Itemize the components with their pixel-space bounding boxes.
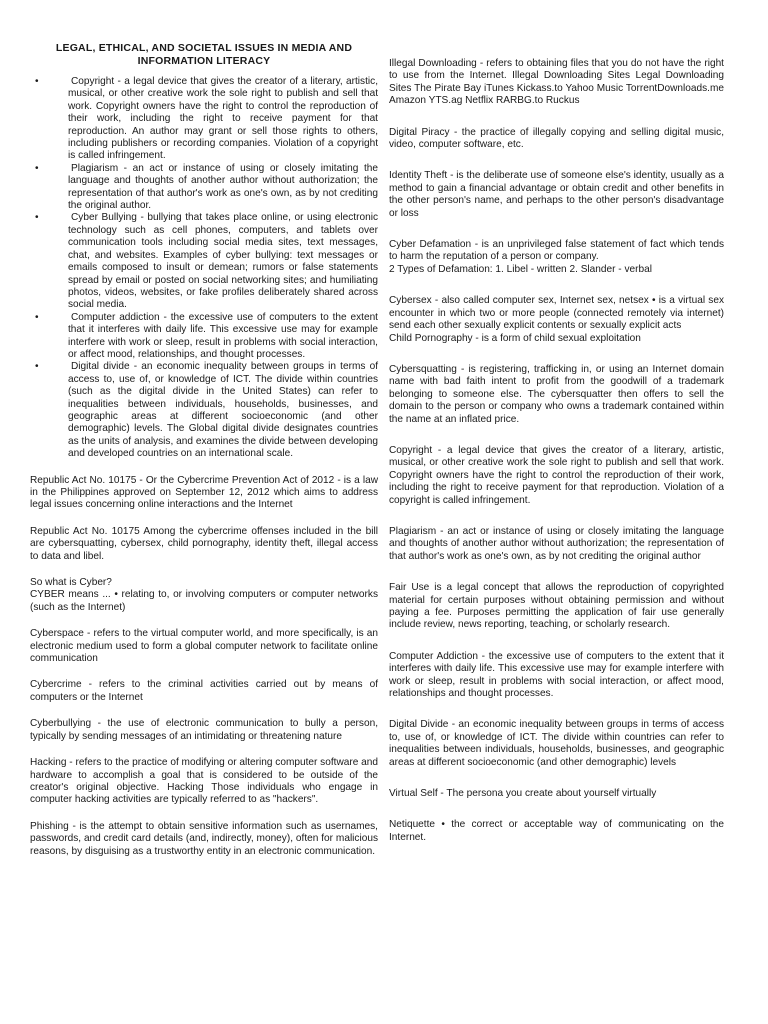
bullet-text: Computer addiction - the excessive use of computers to the extent that it interferes with daily life. This excessive use may for example interfere with work or sleep, result in problems with social interaction, or affect mood, relationships, and thought processes. bbox=[68, 311, 378, 360]
paragraph-cyberspace: Cyberspace - refers to the virtual computer world, and more specifically, is an electronic medium used to form a global computer network to facilitate online communication bbox=[30, 628, 378, 665]
paragraph-cybercrime: Cybercrime - refers to the criminal activities carried out by means of computers or the Internet bbox=[30, 679, 378, 703]
left-column bbox=[30, 42, 378, 858]
paragraph-cybersex: Cybersex - also called computer sex, Internet sex, netsex • is a virtual sex encounter in which two or more people (connected remotely via internet) send each other sexually explicit contents or sexually explicit acts bbox=[389, 295, 724, 332]
bullet-text: Digital divide - an economic inequality between groups in terms of access to, use of, or knowledge of ICT. The divide within countries (such as the digital divide in the United States) can refer to inequalities between individuals, households, businesses, and geographic areas at different socioeconomic (and other demographic) levels. The Global digital divide designates countries as the units of analysis, and examines the divide between developing and developed countries on an international scale. bbox=[68, 361, 378, 460]
bullet-cyber-bullying bbox=[30, 212, 378, 311]
bullet-marker: • bbox=[35, 311, 39, 323]
bullet-plagiarism bbox=[30, 163, 378, 213]
paragraph-netiquette: Netiquette • the correct or acceptable way of communicating on the Internet. bbox=[389, 819, 724, 843]
bullet-marker: • bbox=[35, 361, 39, 373]
bullet-marker: • bbox=[35, 212, 39, 224]
bullet-text: Copyright - a legal device that gives the creator of a literary, artistic, musical, or other creative work the sole right to publish and sell that work. Copyright owners have the right to control the reproduction of their work, including the right to receive payment for that reproduction. An author may grant or sell those rights to others, including publishers or recording companies. Violation of a copyright is called infringement. bbox=[68, 76, 378, 162]
right-column bbox=[389, 58, 724, 863]
bullet-marker: • bbox=[35, 162, 39, 174]
paragraph-cyber-defamation: Cyber Defamation - is an unprivileged false statement of fact which tends to harm the reputation of a person or company. bbox=[389, 239, 724, 263]
paragraph-computer-addiction: Computer Addiction - the excessive use of computers to the extent that it interferes with daily life. This excessive use may for example interfere with work or sleep, result in problems with social interaction, or affect mood, relationships and thought processes. bbox=[389, 650, 724, 700]
paragraph-illegal-downloading: Illegal Downloading - refers to obtaining files that you do not have the right to use from the Internet. Illegal Downloading Sites Legal Downloading Sites The Pirate Bay iTunes Kickass.to Yahoo Music TorrentDownloads.me Amazon YTS.ag Netflix RARBG.to Ruckus bbox=[389, 58, 724, 107]
paragraph-hacking: Hacking - refers to the practice of modifying or altering computer software and hardware to accomplish a goal that is considered to be outside of the creator's original objective. Hacking Those individuals who engage in computer hacking activities are typically referred to as "hackers". bbox=[30, 757, 378, 806]
bullet-computer-addiction bbox=[30, 312, 378, 362]
paragraph-ra-10175: Republic Act No. 10175 - Or the Cybercrime Prevention Act of 2012 - is a law in the Philippines approved on September 12, 2012 which aims to address legal issues concerning online interactions and the Internet bbox=[30, 474, 378, 511]
paragraph-fair-use: Fair Use is a legal concept that allows the reproduction of copyrighted material for certain purposes without obtaining permission and without paying a fee. Purposes permitting the application of fair use generally include review, news reporting, teaching, or scholarly research. bbox=[389, 582, 724, 631]
paragraph-cyber-means: CYBER means ... • relating to, or involving computers or computer networks (such as the Internet) bbox=[30, 589, 378, 613]
bullet-digital-divide bbox=[30, 361, 378, 460]
bullet-text: Plagiarism - an act or instance of using or closely imitating the language and thoughts of another author without authorization; the representation of that author's work as one's own, as by not crediting the original author. bbox=[68, 162, 378, 212]
bullet-list bbox=[30, 76, 378, 461]
paragraph-cyberbullying: Cyberbullying - the use of electronic communication to bully a person, typically by sending messages of an intimidating or threatening nature bbox=[30, 718, 378, 742]
paragraph-virtual-self: Virtual Self - The persona you create about yourself virtually bbox=[389, 788, 657, 800]
paragraph-copyright: Copyright - a legal device that gives the creator of a literary, artistic, musical, or other creative work the sole right to publish and sell that work. Copyright owners have the right to control the reproduction of their work, including the right to receive payment for that reproduction. Violation of a copyright is called infringement. bbox=[389, 444, 724, 506]
paragraph-ra-offenses: Republic Act No. 10175 Among the cybercrime offenses included in the bill are cybersquatting, cybersex, child pornography, identity theft, illegal access to data and libel. bbox=[30, 525, 378, 562]
paragraph-identity-theft: Identity Theft - is the deliberate use of someone else's identity, usually as a method to gain a financial advantage or obtain credit and other benefits in the other person's name, and perhaps to the other person's disadvantage or loss bbox=[389, 170, 724, 219]
paragraph-digital-piracy: Digital Piracy - the practice of illegally copying and selling digital music, video, computer software, etc. bbox=[389, 126, 724, 151]
bullet-marker: • bbox=[35, 76, 39, 87]
bullet-copyright bbox=[30, 76, 378, 163]
paragraph-digital-divide: Digital Divide - an economic inequality between groups in terms of access to, use of, or knowledge of ICT. The divide within countries can refer to inequalities between individuals, households, businesses, and geographic areas at different socioeconomic (and other demographic) levels bbox=[389, 719, 724, 768]
paragraph-phishing: Phishing - is the attempt to obtain sensitive information such as usernames, passwords, and credit card details (and, indirectly, money), often for malicious reasons, by disguising as a trustworthy entity in an electronic communication. bbox=[30, 820, 378, 857]
paragraph-cybersquatting: Cybersquatting - is registering, trafficking in, or using an Internet domain name with bad faith intent to profit from the goodwill of a trademark belonging to someone else. The cybersquatter then offers to sell the domain to the person or company who owns a trademark contained within the name at an inflated price. bbox=[389, 363, 724, 425]
paragraph-plagiarism: Plagiarism - an act or instance of using or closely imitating the language and thoughts of another author without authorization; the representation of that author's work as one's own, as by not crediting the original author bbox=[389, 525, 724, 562]
bullet-text: Cyber Bullying - bullying that takes place online, or using electronic technology such as cell phones, computers, and tablets over communication tools including social media sites, text messages, chat, and websites. Examples of cyber bullying: text messages or emails composed to insult or demean; rumors or false statements spread by email or posted on social networking sites; and humiliating photos, videos, websites, or fake profiles deliberately shared across social media. bbox=[68, 212, 378, 311]
paragraph-child-pornography: Child Pornography - is a form of child sexual exploitation bbox=[389, 332, 641, 344]
paragraph-what-is-cyber: So what is Cyber? bbox=[30, 577, 112, 589]
document-title: LEGAL, ETHICAL, AND SOCIETAL ISSUES IN MEDIA AND INFORMATION LITERACY bbox=[55, 42, 353, 67]
paragraph-defamation-types: 2 Types of Defamation: 1. Libel - written 2. Slander - verbal bbox=[389, 263, 652, 275]
